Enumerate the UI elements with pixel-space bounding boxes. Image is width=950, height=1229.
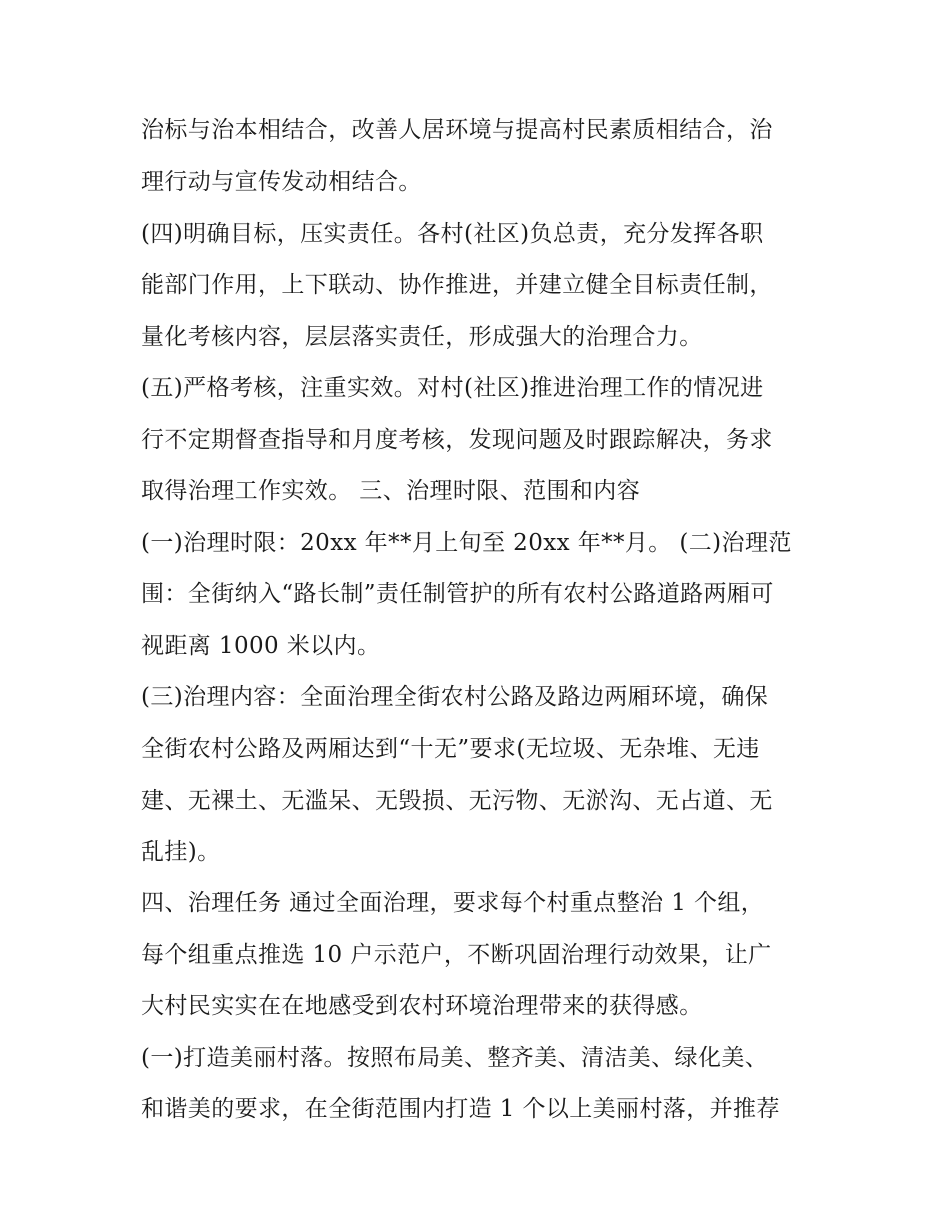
text-line: 行不定期督查指导和月度考核，发现问题及时跟踪解决，务求 [141, 427, 773, 453]
text-line: 全街农村公路及两厢达到“十无”要求(无垃圾、无杂堆、无违 [141, 736, 760, 762]
text-line: (四)明确目标，压实责任。各村(社区)负总责，充分发挥各职 [141, 221, 764, 247]
text-line: (一)治理时限：20xx 年**月上旬至 20xx 年**月。 (二)治理范 [141, 530, 792, 556]
text-line: 取得治理工作实效。 三、治理时限、范围和内容 [141, 478, 641, 504]
text-line: 四、治理任务 通过全面治理，要求每个村重点整治 1 个组， [141, 890, 765, 916]
text-line: 和谐美的要求，在全街范围内打造 1 个以上美丽村落，并推荐 [141, 1096, 780, 1122]
text-line: 围：全街纳入“路长制”责任制管护的所有农村公路道路两厢可 [141, 581, 774, 607]
text-line: 能部门作用，上下联动、协作推进，并建立健全目标责任制， [141, 272, 773, 298]
text-line: 治标与治本相结合，改善人居环境与提高村民素质相结合，治 [141, 117, 773, 143]
text-line: 理行动与宣传发动相结合。 [141, 169, 422, 195]
text-line: 建、无裸土、无滥呆、无毁损、无污物、无淤沟、无占道、无 [141, 788, 773, 814]
text-line: (三)治理内容：全面治理全街农村公路及路边两厢环境，确保 [141, 684, 769, 710]
text-line: 量化考核内容，层层落实责任，形成强大的治理合力。 [141, 324, 703, 350]
text-line: (一)打造美丽村落。按照布局美、整齐美、清洁美、绿化美、 [141, 1045, 769, 1071]
text-line: (五)严格考核，注重实效。对村(社区)推进治理工作的情况进 [141, 375, 764, 401]
text-line: 乱挂)。 [141, 839, 221, 865]
text-line: 每个组重点推选 10 户示范户，不断巩固治理行动效果，让广 [141, 942, 772, 968]
text-line: 视距离 1000 米以内。 [141, 633, 381, 659]
text-line: 大村民实实在在地感受到农村环境治理带来的获得感。 [141, 993, 703, 1019]
